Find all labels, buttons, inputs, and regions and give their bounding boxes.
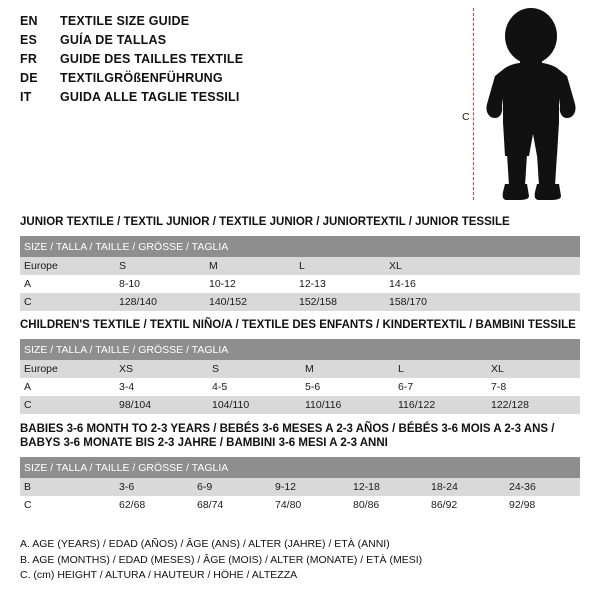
row-label: C [20, 396, 115, 414]
table-row [20, 378, 580, 396]
cell: 6-9 [193, 478, 271, 496]
table-header-label: SIZE / TALLA / TAILLE / GRÖSSE / TAGLIA [20, 457, 580, 478]
table-row [20, 360, 580, 378]
language-title: TEXTILGRÖßENFÜHRUNG [60, 71, 223, 85]
row-label: Europe [20, 360, 115, 378]
language-row [20, 14, 440, 33]
cell: 12-18 [349, 478, 427, 496]
cell: 62/68 [115, 496, 193, 514]
footnote-a: A. AGE (YEARS) / EDAD (AÑOS) / ÂGE (ANS) / ALTER (JAHRE) / ETÀ (ANNI) [20, 538, 390, 550]
table-row [20, 257, 580, 275]
cell: 140/152 [205, 293, 295, 311]
toddler-silhouette-icon [475, 6, 590, 202]
cell: 80/86 [349, 496, 427, 514]
cell: XL [487, 360, 580, 378]
row-label: Europe [20, 257, 115, 275]
cell: 9-12 [271, 478, 349, 496]
row-label: C [20, 293, 115, 311]
cell: L [295, 257, 385, 275]
cell [475, 275, 580, 293]
section-title-babies [20, 422, 554, 450]
table-header-row [20, 236, 580, 257]
section-title-babies-line1: BABIES 3-6 MONTH TO 2-3 YEARS / BEBÉS 3-6 MESES A 2-3 AÑOS / BÉBÉS 3-6 MOIS A 2-3 ANS / [20, 423, 555, 435]
table-row [20, 293, 580, 311]
cell: 128/140 [115, 293, 205, 311]
cell: 74/80 [271, 496, 349, 514]
language-title: GUÍA DE TALLAS [60, 33, 167, 47]
language-code: EN [20, 14, 38, 28]
cell: 10-12 [205, 275, 295, 293]
language-row [20, 52, 440, 71]
cell: S [115, 257, 205, 275]
table-row [20, 275, 580, 293]
language-code: ES [20, 33, 38, 47]
cell: 158/170 [385, 293, 475, 311]
measure-label-c: C [462, 111, 470, 123]
cell: 18-24 [427, 478, 505, 496]
cell: M [301, 360, 394, 378]
row-label: B [20, 478, 115, 496]
cell: 5-6 [301, 378, 394, 396]
cell: 104/110 [208, 396, 301, 414]
language-code: FR [20, 52, 38, 66]
cell [475, 293, 580, 311]
language-row [20, 71, 440, 90]
table-header-label: SIZE / TALLA / TAILLE / GRÖSSE / TAGLIA [20, 236, 580, 257]
cell: XL [385, 257, 475, 275]
cell: 7-8 [487, 378, 580, 396]
cell: 92/98 [505, 496, 580, 514]
section-title-children: CHILDREN'S TEXTILE / TEXTIL NIÑO/A / TEXTILE DES ENFANTS / KINDERTEXTIL / BAMBINI TESSILE [20, 319, 576, 331]
language-title: TEXTILE SIZE GUIDE [60, 14, 190, 28]
table-header-label: SIZE / TALLA / TAILLE / GRÖSSE / TAGLIA [20, 339, 580, 360]
table-junior [20, 236, 580, 311]
cell: 3-6 [115, 478, 193, 496]
table-header-row [20, 339, 580, 360]
cell: 14-16 [385, 275, 475, 293]
cell: 8-10 [115, 275, 205, 293]
height-measure-line [473, 8, 474, 200]
row-label: A [20, 275, 115, 293]
footnote-c: C. (cm) HEIGHT / ALTURA / HAUTEUR / HÖHE / ALTEZZA [20, 569, 298, 581]
table-row [20, 496, 580, 514]
cell: 3-4 [115, 378, 208, 396]
section-title-babies-line2: BABYS 3-6 MONATE BIS 2-3 JAHRE / BAMBINI 3-6 MESI A 2-3 ANNI [20, 437, 388, 449]
table-children [20, 339, 580, 414]
language-title: GUIDE DES TAILLES TEXTILE [60, 52, 244, 66]
cell: 86/92 [427, 496, 505, 514]
cell: S [208, 360, 301, 378]
cell: 12-13 [295, 275, 385, 293]
cell: XS [115, 360, 208, 378]
row-label: A [20, 378, 115, 396]
table-row [20, 478, 580, 496]
table-row [20, 396, 580, 414]
cell: 116/122 [394, 396, 487, 414]
cell: M [205, 257, 295, 275]
language-code: DE [20, 71, 38, 85]
language-row [20, 90, 440, 109]
cell [475, 257, 580, 275]
cell: 122/128 [487, 396, 580, 414]
table-babies [20, 457, 580, 514]
cell: L [394, 360, 487, 378]
cell: 24-36 [505, 478, 580, 496]
measurement-figure [445, 6, 595, 206]
cell: 110/116 [301, 396, 394, 414]
cell: 98/104 [115, 396, 208, 414]
footnotes [20, 537, 580, 584]
section-title-junior: JUNIOR TEXTILE / TEXTIL JUNIOR / TEXTILE JUNIOR / JUNIORTEXTIL / JUNIOR TESSILE [20, 216, 510, 228]
language-title-block [20, 14, 440, 109]
language-code: IT [20, 90, 32, 104]
cell: 6-7 [394, 378, 487, 396]
row-label: C [20, 496, 115, 514]
cell: 4-5 [208, 378, 301, 396]
language-row [20, 33, 440, 52]
cell: 68/74 [193, 496, 271, 514]
cell: 152/158 [295, 293, 385, 311]
table-header-row [20, 457, 580, 478]
language-title: GUIDA ALLE TAGLIE TESSILI [60, 90, 240, 104]
footnote-b: B. AGE (MONTHS) / EDAD (MESES) / ÂGE (MOIS) / ALTER (MONATE) / ETÀ (MESI) [20, 553, 423, 566]
